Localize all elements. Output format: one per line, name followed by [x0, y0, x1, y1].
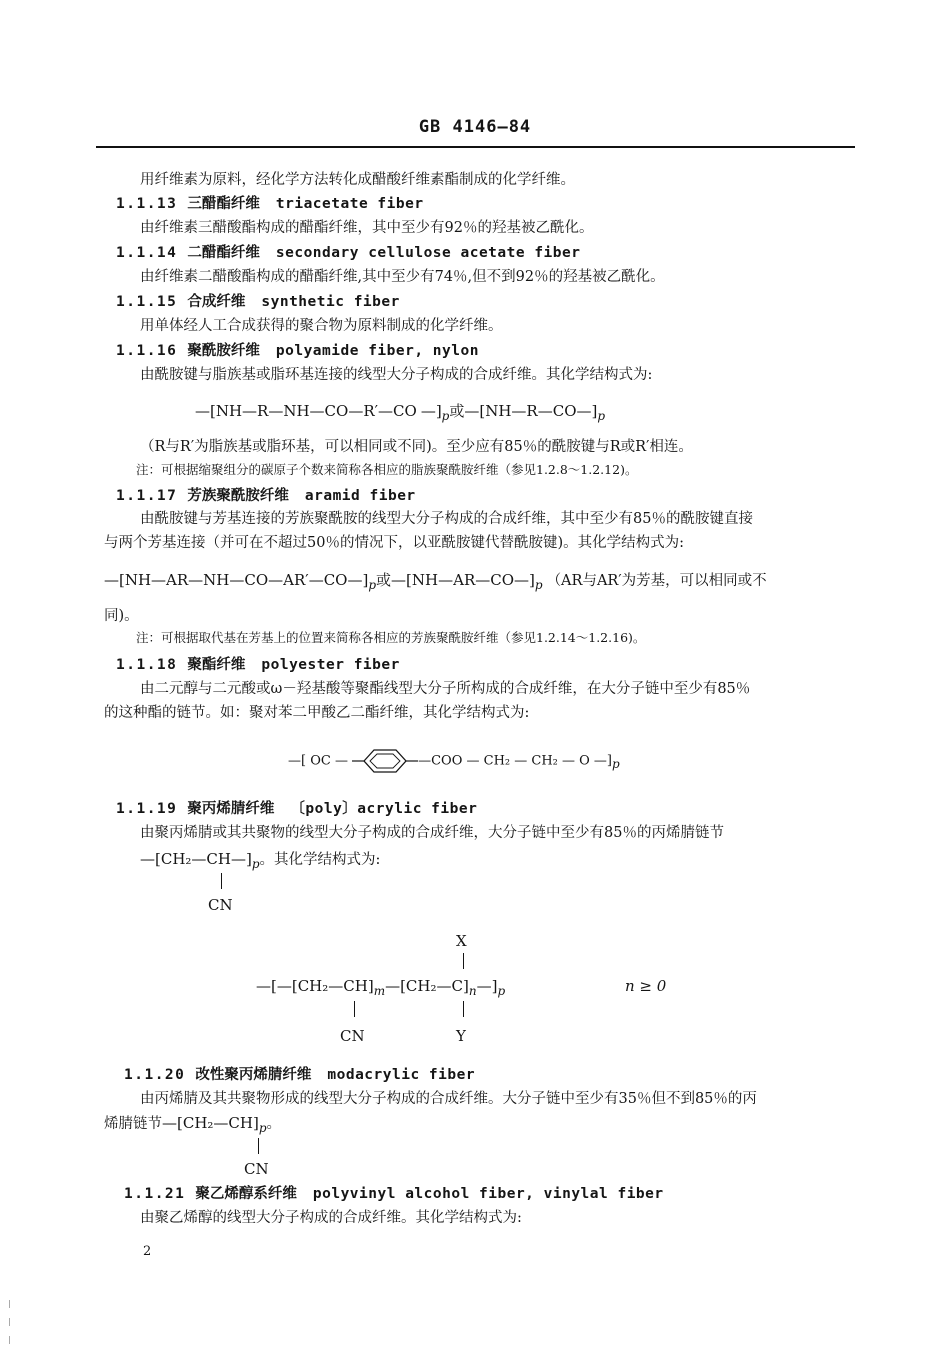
definition-1-1-14: 由纤维素二醋酸酯构成的醋酯纤维,其中至少有74％,但不到92％的羟基被乙酰化。: [140, 269, 665, 285]
formula-subscript: p: [497, 984, 506, 998]
bond-line: [463, 1001, 464, 1017]
definition-1-1-20-line1: 由丙烯腈及其共聚物形成的线型大分子构成的合成纤维。大分子链中至少有35％但不到85％的丙: [140, 1091, 757, 1107]
formula-subscript: n: [468, 984, 477, 998]
formula-acrylonitrile-unit: [140, 850, 380, 873]
note-1-1-16: 注：可根据缩聚组分的碳原子个数来简称各相应的脂族聚酰胺纤维（参见1.2.8～1.2.12)。: [136, 462, 638, 477]
formula-tail: 。其化学结构式为:: [259, 852, 381, 868]
definition-1-1-16-cont: （R与R′为脂族基或脂环基，可以相同或不同)。至少应有85％的酰胺键与R或R′相连。: [140, 439, 693, 455]
formula-part: —[NH—AR—CO: [391, 571, 515, 589]
term-cn: 芳族聚酰胺纤维: [187, 487, 289, 504]
intro-paragraph: 用纤维素为原料，经化学方法转化成醋酸纤维素酯制成的化学纤维。: [140, 172, 575, 188]
formula-subscript: p: [612, 757, 620, 772]
formula-subscript: p: [251, 857, 260, 871]
section-number: 1.1.18: [116, 657, 178, 673]
formula-copolymer: [256, 977, 505, 1000]
term-en: synthetic fiber: [261, 294, 400, 310]
section-heading-1-1-21: [124, 1185, 664, 1203]
formula-aramid: $—[NH—AR—NH—CO—AR'—CO—]_p$或$—[NH—AR—CO—]_p$ （AR与AR′为芳基，可以相同或不: [104, 571, 767, 592]
formula-subscript: p: [441, 409, 450, 423]
formula-polyamide: —[NH—R—NH—CO—R′—CO $—]_p$或$—[NH—R—CO—]_p$: [195, 402, 606, 423]
section-number: 1.1.15: [116, 294, 178, 310]
formula-polyester: [288, 748, 620, 774]
formula-subscript: m: [373, 984, 386, 998]
definition-1-1-19: 由聚丙烯腈或其共聚物的线型大分子构成的合成纤维，大分子链中至少有85％的丙烯腈链节: [140, 825, 724, 841]
text-part: 。: [266, 1116, 282, 1132]
section-heading-1-1-15: [116, 293, 400, 311]
term-cn: 三醋酯纤维: [187, 195, 260, 212]
condition-n: n ≥ 0: [625, 977, 667, 995]
formula-subscript: p: [368, 578, 377, 592]
term-en: 〔poly〕acrylic fiber: [290, 801, 478, 817]
note-1-1-17: 注：可根据取代基在芳基上的位置来简称各相应的芳族聚酰胺纤维（参见1.2.14～1.2.16)。: [136, 630, 646, 645]
section-heading-1-1-13: [116, 195, 424, 213]
formula-or: 或: [376, 571, 392, 589]
formula-part: —[NH—AR—NH—CO—AR′—CO: [104, 571, 348, 589]
substituent-cn: CN: [244, 1160, 269, 1178]
formula-or: 或: [449, 402, 465, 420]
section-heading-1-1-18: [116, 656, 400, 674]
section-number: 1.1.21: [124, 1186, 186, 1202]
term-cn: 合成纤维: [187, 293, 246, 310]
definition-1-1-17-line3: 同)。: [104, 608, 139, 624]
term-cn: 二醋酯纤维: [187, 244, 260, 261]
term-en: polyamide fiber, nylon: [275, 343, 479, 359]
substituent-cn: CN: [208, 896, 233, 914]
substituent-cn: CN: [340, 1027, 365, 1045]
section-heading-1-1-19: [116, 800, 477, 818]
section-number: 1.1.13: [116, 196, 178, 212]
definition-1-1-17-line1: 由酰胺键与芳基连接的芳族聚酰胺的线型大分子构成的合成纤维，其中至少有85％的酰胺键直接: [140, 511, 753, 527]
section-heading-1-1-20: [124, 1066, 475, 1084]
definition-1-1-21: 由聚乙烯醇的线型大分子构成的合成纤维。其化学结构式为:: [140, 1210, 522, 1226]
term-en: polyester fiber: [261, 657, 400, 673]
benzene-ring-icon: [352, 748, 418, 774]
page-number: 2: [143, 1244, 152, 1259]
definition-1-1-13: 由纤维素三醋酸酯构成的醋酯纤维，其中至少有92％的羟基被乙酰化。: [140, 220, 594, 236]
formula-part: —[CH₂—C]: [385, 977, 469, 995]
definition-1-1-15: 用单体经人工合成获得的聚合物为原料制成的化学纤维。: [140, 318, 503, 334]
term-cn: 聚乙烯醇系纤维: [195, 1185, 297, 1202]
formula-tail: （AR与AR′为芳基，可以相同或不: [546, 573, 767, 589]
formula-part: —[NH—R—NH—CO—R′—CO: [195, 402, 417, 420]
term-cn: 聚酰胺纤维: [187, 342, 260, 359]
section-heading-1-1-17: [116, 487, 416, 505]
definition-1-1-18-line1: 由二元醇与二元酸或ω－羟基酸等聚酯线型大分子所构成的合成纤维，在大分子链中至少有85％: [140, 681, 751, 697]
formula-part: —[ OC —: [288, 753, 348, 769]
term-en: polyvinyl alcohol fiber, vinylal fiber: [312, 1186, 664, 1202]
term-cn: 聚丙烯腈纤维: [187, 800, 275, 817]
document-header: GB 4146—84: [418, 117, 532, 137]
substituent-y: Y: [456, 1027, 466, 1045]
bond-line: [354, 1001, 355, 1017]
section-number: 1.1.20: [124, 1067, 186, 1083]
formula-part: —[CH₂—CH]: [162, 1114, 259, 1132]
formula-part: —COO — CH₂ — CH₂ — O —]: [418, 753, 613, 769]
section-number: 1.1.16: [116, 343, 178, 359]
definition-1-1-20-line2: [104, 1114, 281, 1137]
term-cn: 改性聚丙烯腈纤维: [195, 1066, 312, 1083]
term-en: aramid fiber: [304, 488, 416, 504]
section-number: 1.1.17: [116, 488, 178, 504]
definition-1-1-18-line2: 的这种酯的链节。如：聚对苯二甲酸乙二酯纤维，其化学结构式为:: [104, 705, 530, 721]
text-part: 烯腈链节: [104, 1116, 162, 1132]
section-number: 1.1.19: [116, 801, 178, 817]
term-en: triacetate fiber: [275, 196, 424, 212]
term-en: secondary cellulose acetate fiber: [275, 245, 581, 261]
formula-subscript: p: [534, 578, 543, 592]
formula-subscript: p: [258, 1120, 267, 1135]
bond-line: [463, 953, 464, 969]
formula-part: —[NH—R—CO: [464, 402, 577, 420]
term-en: modacrylic fiber: [327, 1067, 476, 1083]
formula-part: —[CH₂—CH—]: [140, 850, 252, 868]
formula-part: —]: [476, 977, 498, 995]
bond-line: [221, 873, 222, 889]
margin-tick: [9, 1318, 10, 1326]
formula-part: —[—[CH₂—CH]: [256, 977, 374, 995]
definition-1-1-17-line2: 与两个芳基连接（并可在不超过50％的情况下，以亚酰胺键代替酰胺键)。其化学结构式为:: [104, 535, 684, 551]
section-number: 1.1.14: [116, 245, 178, 261]
section-heading-1-1-16: [116, 342, 479, 360]
section-heading-1-1-14: [116, 244, 580, 262]
margin-tick: [9, 1336, 10, 1344]
bond-line: [258, 1138, 259, 1154]
formula-subscript: p: [597, 409, 606, 423]
header-rule: [96, 146, 855, 148]
term-cn: 聚酯纤维: [187, 656, 246, 673]
margin-tick: [9, 1300, 10, 1308]
definition-1-1-16: 由酰胺键与脂族基或脂环基连接的线型大分子构成的合成纤维。其化学结构式为:: [140, 367, 653, 383]
substituent-x: X: [456, 932, 467, 950]
